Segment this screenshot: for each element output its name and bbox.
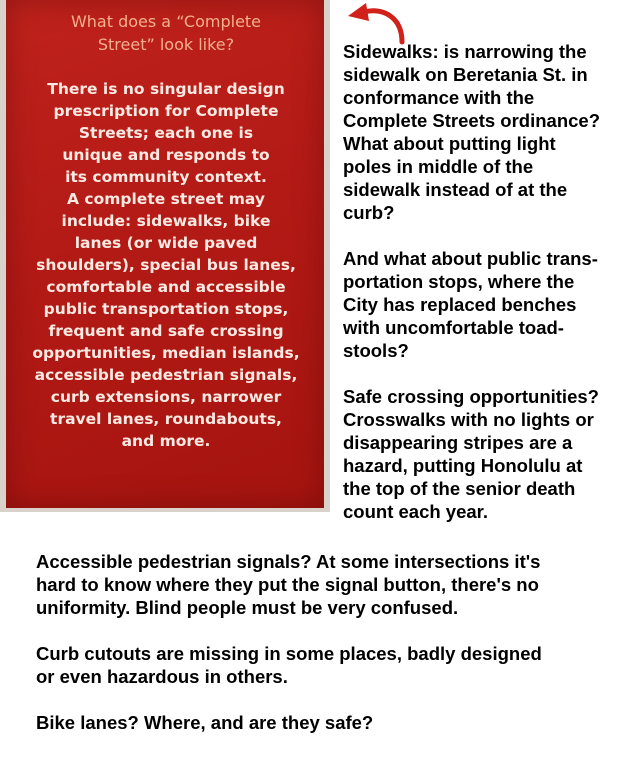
sign-body-line: unique and responds to [62, 146, 270, 164]
comment-line: disappearing stripes are a [343, 432, 573, 453]
comment-pedestrian-signals [36, 550, 636, 619]
comment-line: sidewalk on Beretania St. in [343, 64, 588, 85]
comment-sidewalks [343, 40, 640, 224]
sign-body-line: public transportation stops, [43, 300, 289, 318]
comment-line: Bike lanes? Where, and are they safe? [36, 712, 374, 733]
comment-line: the top of the senior death [343, 478, 576, 499]
commentary-bottom [36, 550, 636, 734]
sign-heading [26, 10, 306, 56]
sign-body-line: prescription for Complete [53, 102, 279, 120]
comment-line: Sidewalks: is narrowing the [343, 41, 587, 62]
sign-body-line: include: sidewalks, bike [61, 212, 271, 230]
sign-body-line: frequent and safe crossing [48, 322, 284, 340]
comment-line: conformance with the [343, 87, 535, 108]
sign-heading-line: Street” look like? [97, 35, 235, 54]
comment-line: City has replaced benches [343, 294, 577, 315]
sign-body-line: opportunities, median islands, [32, 344, 300, 362]
comment-line: poles in middle of the [343, 156, 534, 177]
comment-line: And what about public trans- [343, 248, 598, 269]
comment-line: sidewalk instead of at the [343, 179, 568, 200]
comment-curb-cutouts [36, 642, 636, 688]
comment-line: Accessible pedestrian signals? At some intersections it's [36, 551, 541, 572]
sign-body-line: curb extensions, narrower [50, 388, 282, 406]
sign-body-line: travel lanes, roundabouts, [50, 410, 282, 428]
sign-body-line: There is no singular design [47, 80, 285, 98]
sign-body-line: lanes (or wide paved [74, 234, 258, 252]
sign-body-line: A complete street may [67, 190, 265, 208]
commentary-right [343, 40, 640, 523]
sign-body-line: shoulders), special bus lanes, [36, 256, 296, 274]
comment-line: or even hazardous in others. [36, 666, 288, 687]
comment-line: What about putting light [343, 133, 556, 154]
comment-transportation-stops [343, 247, 640, 362]
sign-body-line: accessible pedestrian signals, [34, 366, 298, 384]
comment-line: Safe crossing opportunities? [343, 386, 599, 407]
comment-line: stools? [343, 340, 409, 361]
comment-line: Crosswalks with no lights or [343, 409, 594, 430]
sign-body-line: Streets; each one is [78, 124, 254, 142]
comment-line: with uncomfortable toad- [343, 317, 564, 338]
comment-safe-crossing [343, 385, 640, 523]
complete-street-sign [6, 0, 324, 508]
comment-line: hard to know where they put the signal button, there's no [36, 574, 539, 595]
comment-line: count each year. [343, 501, 488, 522]
comment-bike-lanes [36, 711, 636, 734]
comment-line: Curb cutouts are missing in some places, badly designed [36, 643, 542, 664]
sign-body-line: comfortable and accessible [46, 278, 286, 296]
sign-body-text [18, 78, 314, 452]
sign-body-line: its community context. [65, 168, 267, 186]
comment-line: hazard, putting Honolulu at [343, 455, 583, 476]
sign-heading-line: What does a “Complete [70, 12, 262, 31]
comment-line: portation stops, where the [343, 271, 575, 292]
comment-line: curb? [343, 202, 395, 223]
comment-line: Complete Streets ordinance? [343, 110, 601, 131]
sign-body-line: and more. [121, 432, 211, 450]
comment-line: uniformity. Blind people must be very confused. [36, 597, 459, 618]
